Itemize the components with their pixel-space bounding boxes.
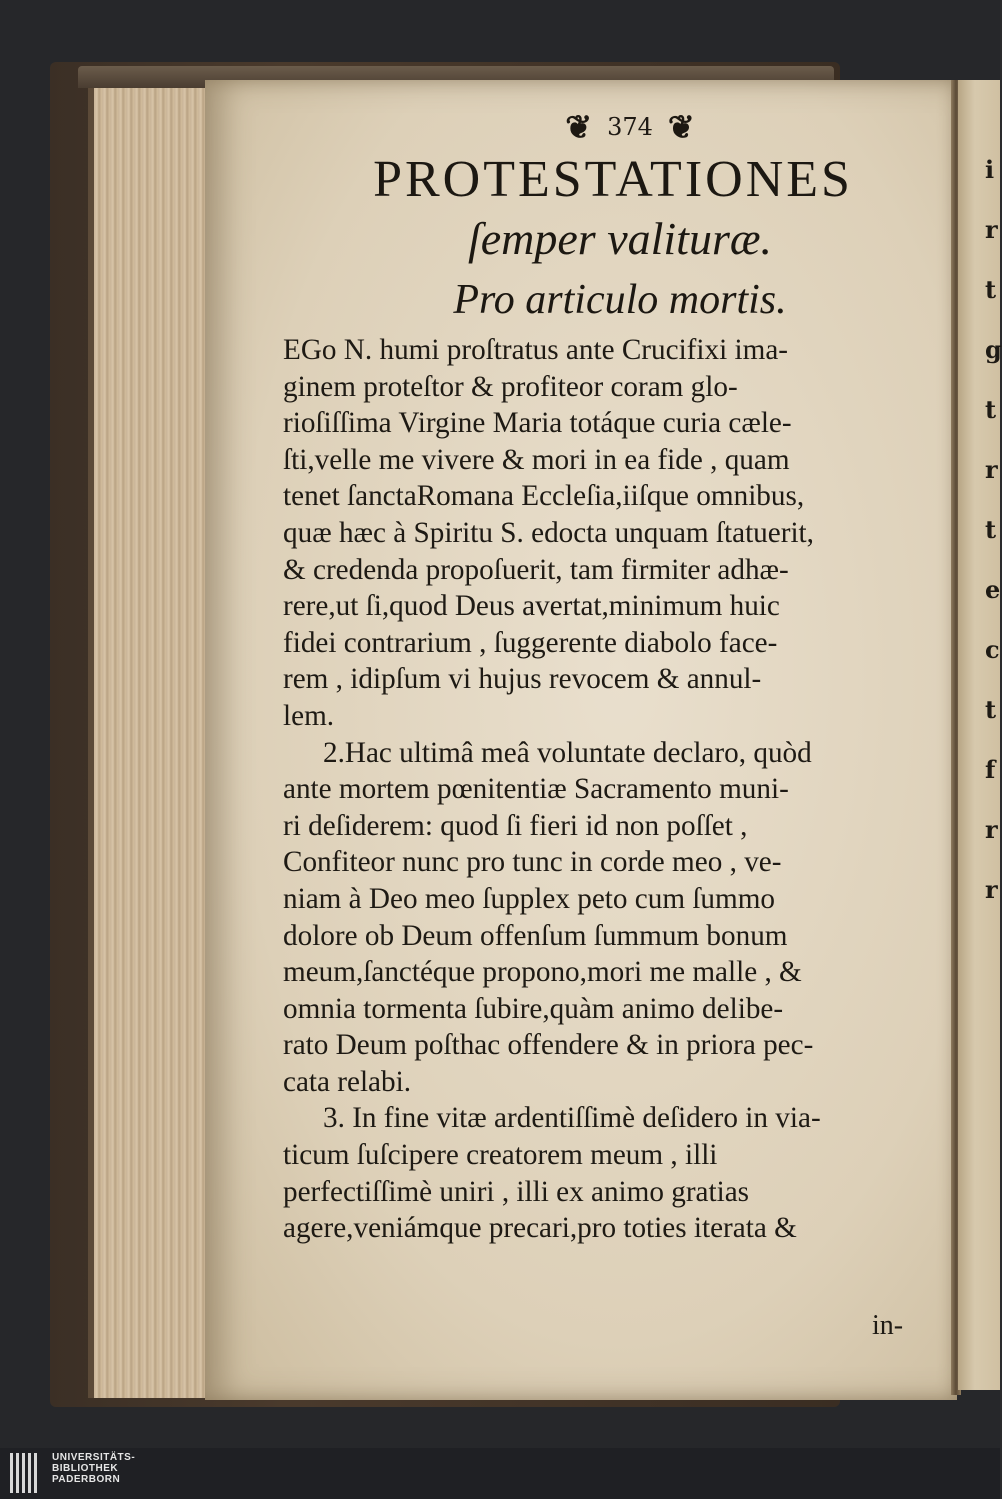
right-page-letter: f <box>985 755 996 784</box>
text-line: lem. <box>283 699 335 732</box>
library-logo-icon <box>10 1453 44 1493</box>
right-page-letter: t <box>985 515 997 544</box>
catchword: in- <box>872 1310 904 1341</box>
logo-line-1: UNIVERSITÄTS- <box>52 1452 136 1463</box>
text-line: niam à Deo meo ſupplex peto cum ſummo <box>283 882 776 915</box>
text-line: quæ hæc à Spiritu S. edocta unquam ſtatuerit, <box>283 516 814 549</box>
text-line: cata relabi. <box>283 1065 412 1098</box>
right-page-letter: c <box>985 635 1000 664</box>
ornament-right-icon: ❦ <box>667 108 695 146</box>
right-page-letter: r <box>985 815 998 844</box>
right-page-letter: r <box>985 875 998 904</box>
logo-line-3: PADERBORN <box>52 1474 121 1485</box>
text-line: 2.Hac ultimâ meâ voluntate declaro, quòd <box>323 736 812 769</box>
text-line: fidei contrarium , ſuggerente diabolo face- <box>283 626 778 659</box>
right-page-letter: t <box>985 395 997 424</box>
page-subtitle: ſemper valituræ. <box>467 213 773 264</box>
text-line: rioſiſſima Virgine Maria totáque curia cæle- <box>283 407 792 440</box>
text-line: ſti,velle me vivere & mori in ea fide , quam <box>283 443 790 476</box>
logo-line-2: BIBLIOTHEK <box>52 1463 119 1474</box>
right-page-letter: g <box>985 335 1002 364</box>
text-line: agere,veniámque precari,pro toties iterata & <box>283 1212 797 1245</box>
text-line: & credenda propoſuerit, tam firmiter adhæ- <box>283 553 789 586</box>
page-header <box>510 108 750 152</box>
footer-bar <box>0 1448 1000 1499</box>
ornament-left-icon: ❦ <box>565 108 593 146</box>
text-line: 3. In fine vitæ ardentiſſimè deſidero in via- <box>323 1102 821 1135</box>
right-page-letter: r <box>985 455 998 484</box>
text-line: Confiteor nunc pro tunc in corde meo , ve- <box>283 846 782 879</box>
text-line: dolore ob Deum offenſum ſummum bonum <box>283 919 788 952</box>
text-line: ginem proteſtor & profiteor coram glo- <box>283 370 738 403</box>
right-page-letter: e <box>985 575 1001 604</box>
right-page-letter: i <box>985 155 995 184</box>
text-line: ante mortem pœnitentiæ Sacramento muni- <box>283 773 789 806</box>
text-line: tenet ſanctaRomana Eccleſia,iiſque omnibus, <box>283 480 805 513</box>
text-line: ri deſiderem: quod ſi fieri id non poſſet , <box>283 809 748 842</box>
section-heading: Pro articulo mortis. <box>453 277 787 323</box>
right-page-text <box>985 140 1000 920</box>
text-line: rere,ut ſi,quod Deus avertat,minimum huic <box>283 590 780 623</box>
page-number: 374 <box>607 113 653 141</box>
text-line: ticum ſuſcipere creatorem meum , illi <box>283 1139 718 1172</box>
text-line: omnia tormenta ſubire,quàm animo delibe- <box>283 992 784 1025</box>
page-title: PROTESTATIONES <box>373 151 853 208</box>
right-page-letter: r <box>985 215 998 244</box>
text-line: rem , idipſum vi hujus revocem & annul- <box>283 663 762 696</box>
right-page-letter: t <box>985 695 997 724</box>
text-line: perfectiſſimè uniri , illi ex animo gratias <box>283 1175 750 1208</box>
body-text <box>283 332 910 1247</box>
right-page-letter: t <box>985 275 997 304</box>
library-logo-text <box>52 1452 135 1485</box>
text-line: rato Deum poſthac offendere & in priora pec- <box>283 1029 814 1062</box>
text-line: EGo N. humi proſtratus ante Crucifixi ima- <box>283 334 788 366</box>
text-line: meum,ſanctéque propono,mori me malle , & <box>283 956 802 989</box>
